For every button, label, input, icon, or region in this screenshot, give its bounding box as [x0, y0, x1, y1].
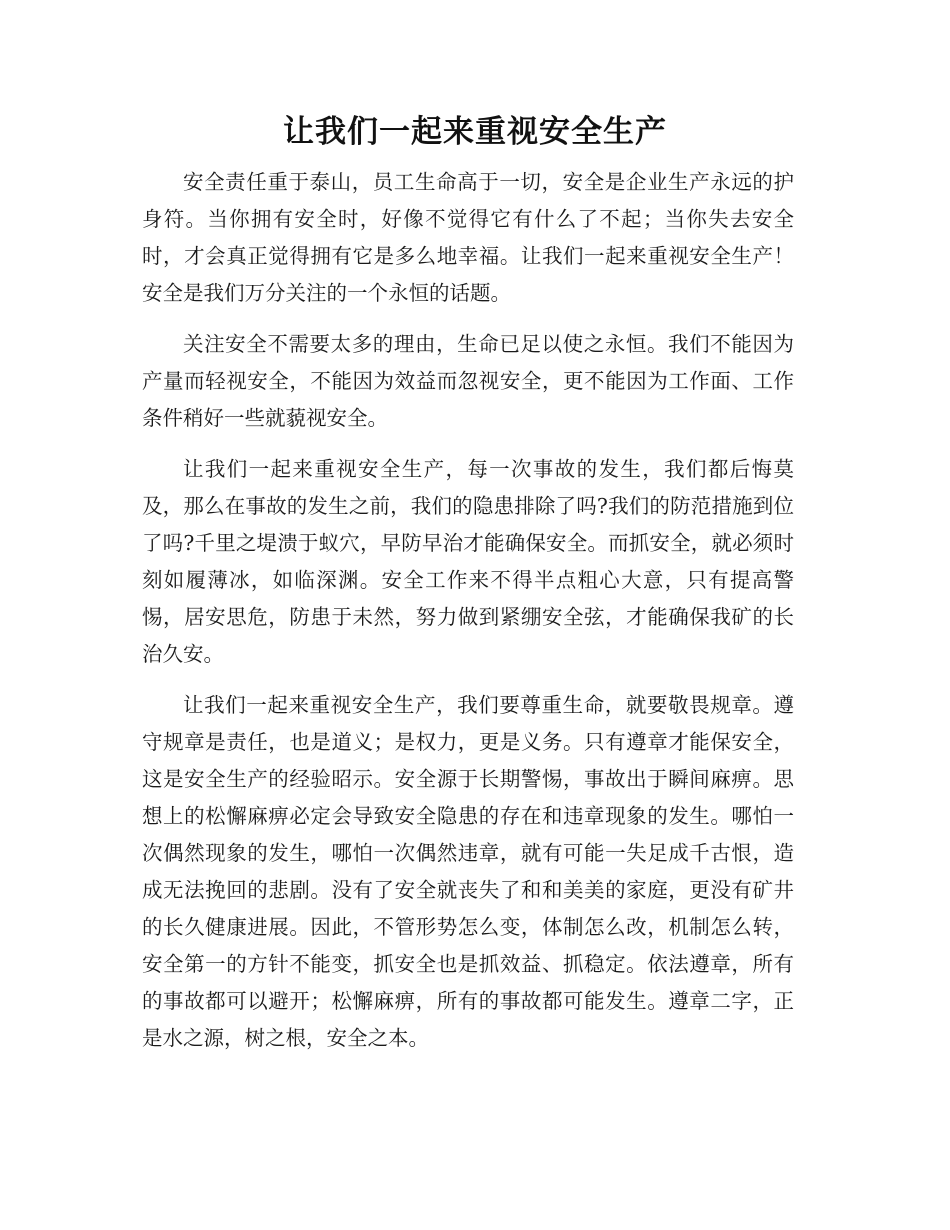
paragraph-3: 让我们一起来重视安全生产，每一次事故的发生，我们都后悔莫及，那么在事故的发生之前，我们的隐患排除了吗?我们的防范措施到位了吗?千里之堤溃于蚁穴，早防早治才能确保安全。而抓安全，就必须时刻如履薄冰，如临深渊。安全工作来不得半点粗心大意，只有提高警惕，居安思危，防患于未然，努力做到紧绷安全弦，才能确保我矿的长治久安。: [142, 457, 794, 666]
paragraph-2: 关注安全不需要太多的理由，生命已足以使之永恒。我们不能因为产量而轻视安全，不能因为效益而忽视安全，更不能因为工作面、工作条件稍好一些就藐视安全。: [142, 332, 794, 430]
paragraph-1: 安全责任重于泰山，员工生命高于一切，安全是企业生产永远的护身符。当你拥有安全时，好像不觉得它有什么了不起；当你失去安全时，才会真正觉得拥有它是多么地幸福。让我们一起来重视安全生产！安全是我们万分关注的一个永恒的话题。: [142, 170, 794, 305]
document-body: [142, 164, 794, 1071]
paragraph-4: 让我们一起来重视安全生产，我们要尊重生命，就要敬畏规章。遵守规章是责任，也是道义；是权力，更是义务。只有遵章才能保安全，这是安全生产的经验昭示。安全源于长期警惕，事故出于瞬间麻痹。思想上的松懈麻痹必定会导致安全隐患的存在和违章现象的发生。哪怕一次偶然现象的发生，哪怕一次偶然违章，就有可能一失足成千古恨，造成无法挽回的悲剧。没有了安全就丧失了和和美美的家庭，更没有矿井的长久健康进展。因此，不管形势怎么变，体制怎么改，机制怎么转，安全第一的方针不能变，抓安全也是抓效益、抓稳定。依法遵章，所有的事故都可以避开；松懈麻痹，所有的事故都可能发生。遵章二字，正是水之源，树之根，安全之本。: [142, 693, 794, 1050]
document-title: 让我们一起来重视安全生产: [283, 114, 667, 150]
